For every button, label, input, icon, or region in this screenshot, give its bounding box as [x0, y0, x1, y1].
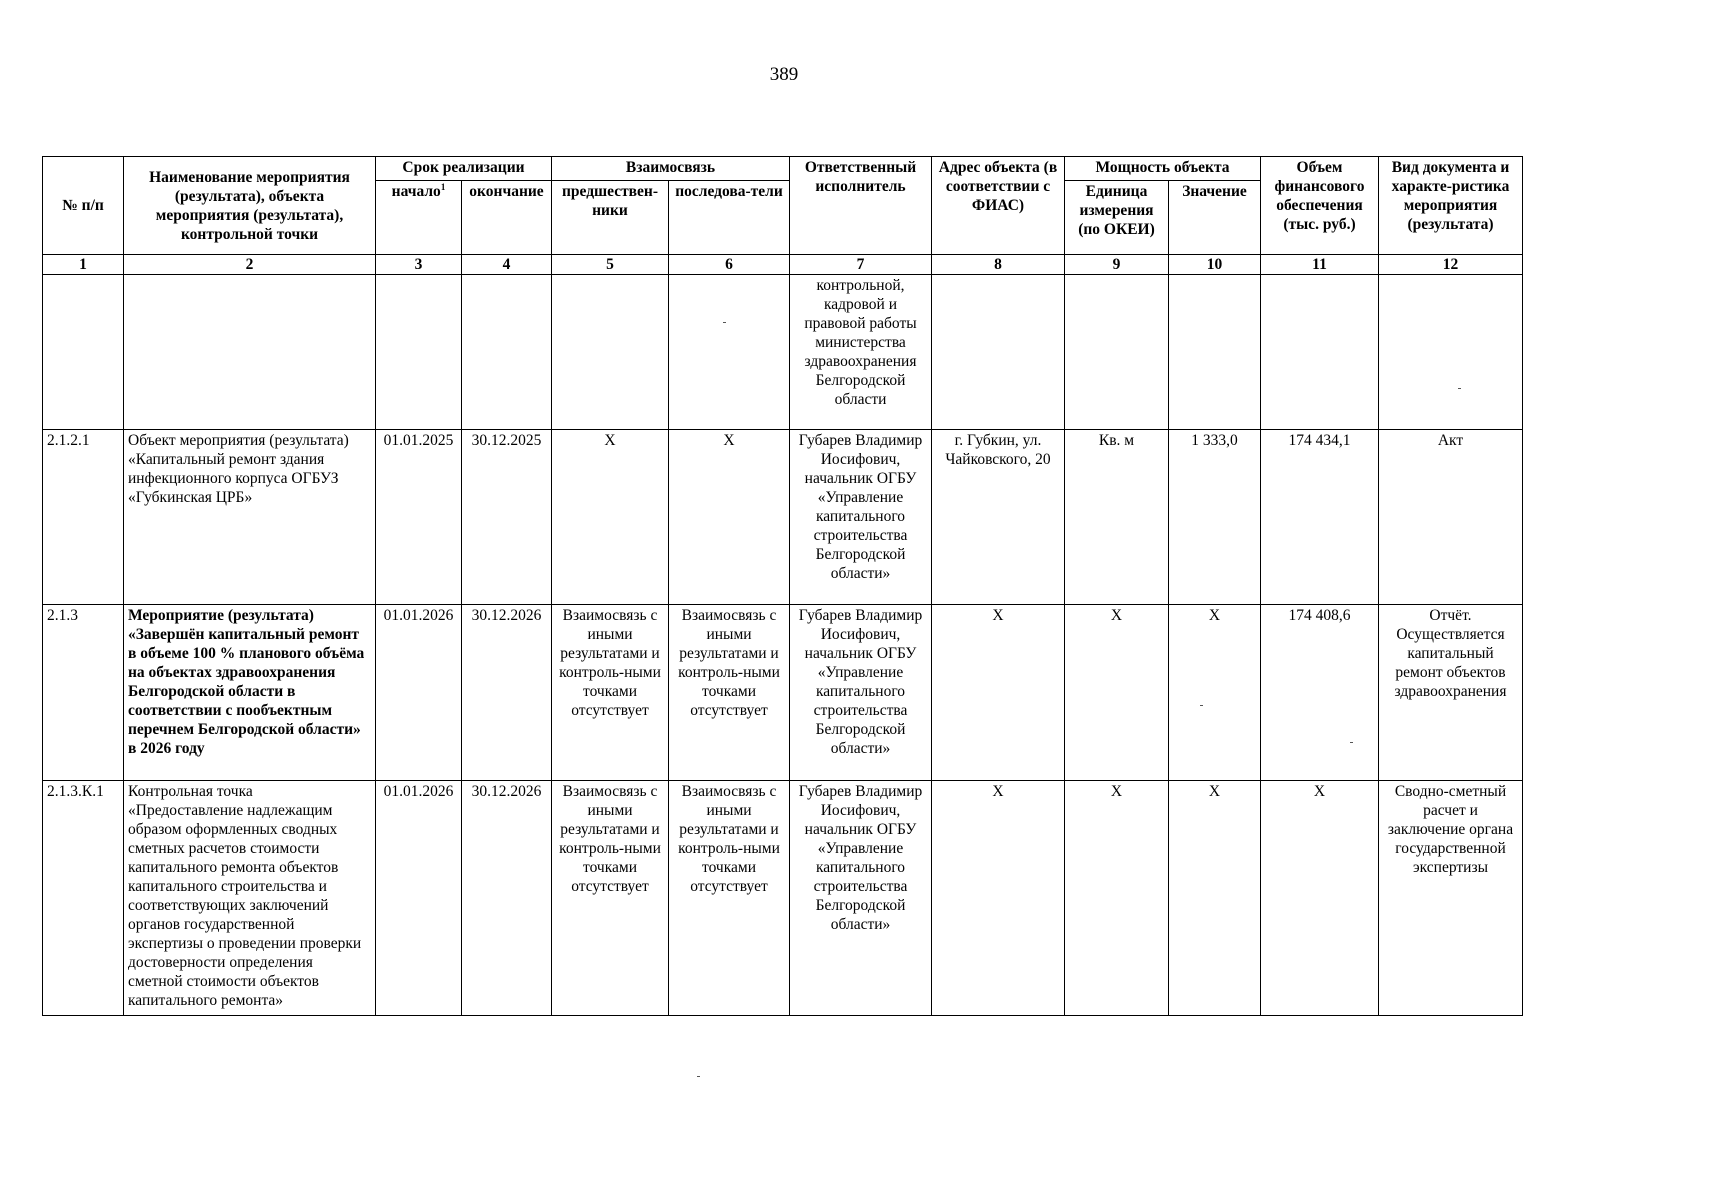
column-number: 12 [1379, 255, 1523, 275]
table-row [43, 275, 1523, 430]
row-start: 01.01.2026 [376, 605, 462, 781]
table-row [43, 605, 1523, 781]
footnote-mark: 1 [440, 181, 446, 192]
column-number: 2 [124, 255, 376, 275]
column-number: 7 [790, 255, 932, 275]
row-name: Контрольная точка «Предоставление надлежащим образом оформленных сводных сметных расчетов стоимости капитального ремонта объектов капитального строительства и соответствующих заключений органов государственной экспертизы о проведении проверки достоверности определения сметной стоимости объектов капитального ремонта» [124, 781, 376, 1016]
scan-speck [723, 322, 726, 323]
row-finance: 174 408,6 [1261, 605, 1379, 781]
column-number: 8 [932, 255, 1065, 275]
row-responsible: Губарев Владимир Иосифович, начальник ОГБУ «Управление капитального строительства Белгородской области» [790, 605, 932, 781]
scan-speck [697, 1076, 700, 1077]
row-value [1169, 275, 1261, 430]
row-pred: Х [552, 430, 669, 605]
row-start [376, 275, 462, 430]
column-number: 6 [669, 255, 790, 275]
header-term-start: начало$^1$ [376, 181, 462, 255]
row-responsible: Губарев Владимир Иосифович, начальник ОГБУ «Управление капитального строительства Белгородской области» [790, 430, 932, 605]
page-number: 389 [769, 64, 799, 85]
row-pred [552, 275, 669, 430]
row-num: 2.1.3.К.1 [43, 781, 124, 1016]
header-responsible: Ответственный исполнитель [790, 157, 932, 255]
scan-speck [1200, 705, 1203, 706]
row-next: Взаимосвязь с иными результатами и контроль-ными точками отсутствует [669, 781, 790, 1016]
header-finance: Объем финансового обеспечения (тыс. руб.) [1261, 157, 1379, 255]
row-name: Объект мероприятия (результата) «Капитальный ремонт здания инфекционного корпуса ОГБУЗ «Губкинская ЦРБ» [124, 430, 376, 605]
row-finance [1261, 275, 1379, 430]
row-next: Х [669, 430, 790, 605]
row-start: 01.01.2025 [376, 430, 462, 605]
header-power-value: Значение [1169, 181, 1261, 255]
row-num [43, 275, 124, 430]
row-pred: Взаимосвязь с иными результатами и контроль-ными точками отсутствует [552, 781, 669, 1016]
row-num: 2.1.3 [43, 605, 124, 781]
row-doc: Отчёт. Осуществляется капитальный ремонт объектов здравоохранения [1379, 605, 1523, 781]
row-pred: Взаимосвязь с иными результатами и контроль-ными точками отсутствует [552, 605, 669, 781]
row-address [932, 275, 1065, 430]
row-end: 30.12.2026 [462, 605, 552, 781]
header-term: Срок реализации [376, 157, 552, 181]
column-number: 11 [1261, 255, 1379, 275]
header-name: Наименование мероприятия (результата), объекта мероприятия (результата), контрольной точки [124, 157, 376, 255]
row-num: 2.1.2.1 [43, 430, 124, 605]
header-power-unit: Единица измерения (по ОКЕИ) [1065, 181, 1169, 255]
header-doc-type: Вид документа и характе-ристика мероприятия (результата) [1379, 157, 1523, 255]
scan-speck [1458, 388, 1461, 389]
row-unit: Х [1065, 605, 1169, 781]
row-start: 01.01.2026 [376, 781, 462, 1016]
column-number: 4 [462, 255, 552, 275]
header-power: Мощность объекта [1065, 157, 1261, 181]
header-link: Взаимосвязь [552, 157, 790, 181]
row-doc: Сводно-сметный расчет и заключение органа государственной экспертизы [1379, 781, 1523, 1016]
row-value: 1 333,0 [1169, 430, 1261, 605]
table-row [43, 781, 1523, 1016]
row-end: 30.12.2026 [462, 781, 552, 1016]
row-next [669, 275, 790, 430]
header-address: Адрес объекта (в соответствии с ФИАС) [932, 157, 1065, 255]
row-responsible: Губарев Владимир Иосифович, начальник ОГБУ «Управление капитального строительства Белгородской области» [790, 781, 932, 1016]
row-value: Х [1169, 605, 1261, 781]
row-end: 30.12.2025 [462, 430, 552, 605]
row-finance: 174 434,1 [1261, 430, 1379, 605]
row-responsible: контрольной, кадровой и правовой работы министерства здравоохранения Белгородской области [790, 275, 932, 430]
column-number: 5 [552, 255, 669, 275]
row-next: Взаимосвязь с иными результатами и контроль-ными точками отсутствует [669, 605, 790, 781]
row-name: Мероприятие (результата) «Завершён капитальный ремонт в объеме 100 % планового объёма на объектах здравоохранения Белгородской области в соответствии с пообъектным перечнем Белгородской области» в 2026 году [124, 605, 376, 781]
row-value: Х [1169, 781, 1261, 1016]
header-link-pred: предшествен-ники [552, 181, 669, 255]
row-finance: Х [1261, 781, 1379, 1016]
row-name [124, 275, 376, 430]
header-term-end: окончание [462, 181, 552, 255]
column-number: 3 [376, 255, 462, 275]
header-link-next: последова-тели [669, 181, 790, 255]
column-number: 1 [43, 255, 124, 275]
row-doc [1379, 275, 1523, 430]
header-num: № п/п [43, 157, 124, 255]
row-address: Х [932, 605, 1065, 781]
row-end [462, 275, 552, 430]
plan-table [42, 156, 1523, 1016]
column-number: 9 [1065, 255, 1169, 275]
column-number: 10 [1169, 255, 1261, 275]
row-unit: Х [1065, 781, 1169, 1016]
row-unit: Кв. м [1065, 430, 1169, 605]
row-unit [1065, 275, 1169, 430]
row-doc: Акт [1379, 430, 1523, 605]
row-address: г. Губкин, ул. Чайковского, 20 [932, 430, 1065, 605]
scan-speck [1350, 742, 1353, 743]
table-row [43, 430, 1523, 605]
row-address: Х [932, 781, 1065, 1016]
